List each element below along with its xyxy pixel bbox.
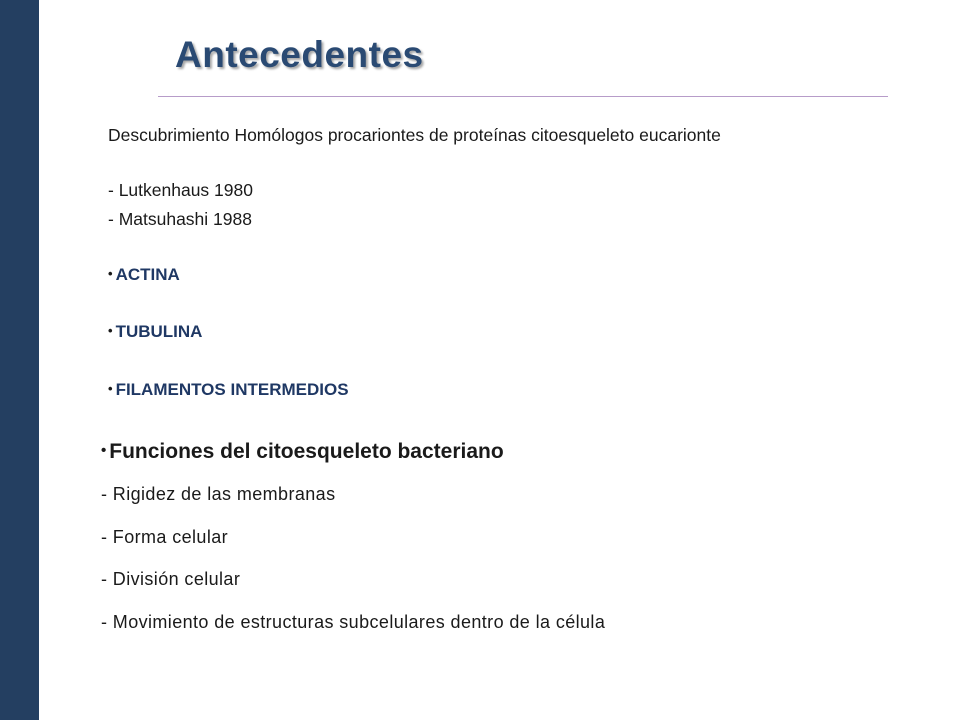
function-item-rigidez: - Rigidez de las membranas [101,484,336,504]
side-accent-bar [0,0,39,720]
protein-item-actina [108,265,180,285]
discovery-subtitle: Descubrimiento Homólogos procariontes de proteínas citoesqueleto eucarionte [108,125,721,145]
protein-item-filamentos [108,380,349,400]
slide-title: Antecedentes [175,34,424,75]
bullet-icon: • [108,323,113,338]
reference-lutkenhaus: - Lutkenhaus 1980 [108,180,253,200]
bullet-icon: • [108,266,113,281]
function-item-movimiento: - Movimiento de estructuras subcelulares dentro de la célula [101,612,606,632]
protein-label: ACTINA [115,265,180,284]
protein-label: FILAMENTOS INTERMEDIOS [115,380,349,399]
functions-heading [101,440,504,464]
function-item-division: - División celular [101,569,241,589]
function-item-forma: - Forma celular [101,527,229,547]
bullet-icon: • [108,381,113,396]
protein-item-tubulina [108,322,202,342]
title-divider [158,96,888,97]
reference-matsuhashi: - Matsuhashi 1988 [108,209,252,229]
protein-label: TUBULINA [115,322,203,341]
functions-heading-label: Funciones del citoesqueleto bacteriano [109,440,504,463]
bullet-icon: • [101,442,107,459]
